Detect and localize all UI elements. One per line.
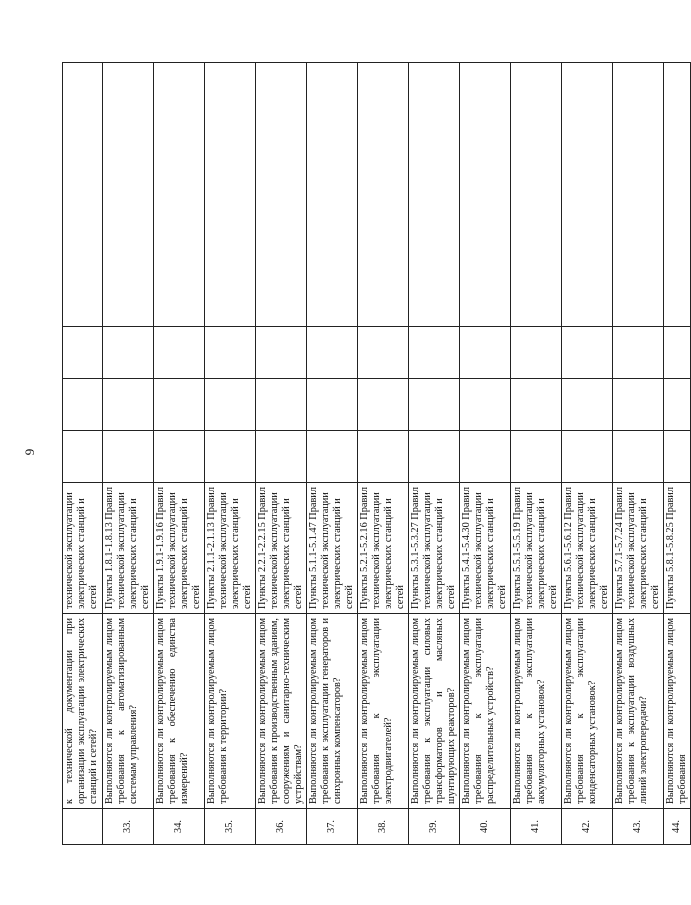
- requirement-question: Выполняются ли контролируемым лицом требования к эксплуатации аккумуляторных установок?: [511, 614, 562, 809]
- answer-na-cell: [358, 327, 409, 379]
- answer-na-cell: [664, 327, 691, 379]
- note-cell: [205, 63, 256, 327]
- answer-na-cell: [154, 327, 205, 379]
- row-number: [63, 809, 103, 845]
- answer-yes-cell: [307, 431, 358, 483]
- row-number: 33.: [103, 809, 154, 845]
- regulation-reference: Пункты 1.9.1-1.9.16 Правил технической эксплуатации электрических станций и сетей: [154, 483, 205, 614]
- regulation-reference: Пункты 1.8.1-1.8.13 Правил технической эксплуатации электрических станций и сетей: [103, 483, 154, 614]
- answer-yes-cell: [205, 431, 256, 483]
- table-row: [511, 63, 562, 845]
- answer-na-cell: [103, 327, 154, 379]
- row-number: 40.: [460, 809, 511, 845]
- note-cell: [256, 63, 307, 327]
- answer-na-cell: [460, 327, 511, 379]
- regulation-reference: Пункты 2.1.1-2.1.13 Правил технической эксплуатации электрических станций и сетей: [205, 483, 256, 614]
- table-row: [664, 63, 691, 845]
- answer-na-cell: [409, 327, 460, 379]
- table-row: [307, 63, 358, 845]
- requirement-question: Выполняются ли контролируемым лицом требования к производственным зданиям, сооружениям и санитарно-техническим устройствам?: [256, 614, 307, 809]
- answer-no-cell: [664, 379, 691, 431]
- requirement-question: Выполняются ли контролируемым лицом требования к эксплуатации конденсаторных установок?: [562, 614, 613, 809]
- requirement-question: Выполняются ли контролируемым лицом требования к эксплуатации электродвигателей?: [358, 614, 409, 809]
- table-row: [205, 63, 256, 845]
- answer-yes-cell: [63, 431, 103, 483]
- answer-no-cell: [307, 379, 358, 431]
- answer-na-cell: [562, 327, 613, 379]
- answer-yes-cell: [460, 431, 511, 483]
- table-row: [358, 63, 409, 845]
- requirement-question: Выполняются ли контролируемым лицом требования: [664, 614, 691, 809]
- answer-no-cell: [358, 379, 409, 431]
- note-cell: [511, 63, 562, 327]
- answer-no-cell: [511, 379, 562, 431]
- answer-no-cell: [256, 379, 307, 431]
- table-row: [460, 63, 511, 845]
- table-row: [613, 63, 664, 845]
- answer-yes-cell: [562, 431, 613, 483]
- answer-no-cell: [103, 379, 154, 431]
- answer-no-cell: [409, 379, 460, 431]
- row-number: 41.: [511, 809, 562, 845]
- answer-na-cell: [256, 327, 307, 379]
- note-cell: [358, 63, 409, 327]
- row-number: 42.: [562, 809, 613, 845]
- answer-no-cell: [205, 379, 256, 431]
- answer-no-cell: [562, 379, 613, 431]
- row-number: 43.: [613, 809, 664, 845]
- table-row: [154, 63, 205, 845]
- answer-yes-cell: [511, 431, 562, 483]
- answer-na-cell: [63, 327, 103, 379]
- regulation-reference: Пункты 5.3.1-5.3.27 Правил технической эксплуатации электрических станций и сетей: [409, 483, 460, 614]
- requirement-question: Выполняются ли контролируемым лицом требования к эксплуатации воздушных линий электропередачи?: [613, 614, 664, 809]
- answer-yes-cell: [256, 431, 307, 483]
- answer-yes-cell: [409, 431, 460, 483]
- table-row: [103, 63, 154, 845]
- requirement-question: Выполняются ли контролируемым лицом требования к обеспечению единства измерений?: [154, 614, 205, 809]
- requirement-question: Выполняются ли контролируемым лицом требования к автоматизированным системам управления?: [103, 614, 154, 809]
- note-cell: [409, 63, 460, 327]
- page-number: 9: [22, 448, 37, 456]
- table-row: [409, 63, 460, 845]
- answer-na-cell: [613, 327, 664, 379]
- row-number: 44.: [664, 809, 691, 845]
- checklist-table: [62, 62, 691, 845]
- row-number: 39.: [409, 809, 460, 845]
- requirement-question: Выполняются ли контролируемым лицом требования к эксплуатации распределительных устройств?: [460, 614, 511, 809]
- regulation-reference: Пункты 5.4.1-5.4.30 Правил технической эксплуатации электрических станций и сетей: [460, 483, 511, 614]
- answer-yes-cell: [358, 431, 409, 483]
- answer-no-cell: [154, 379, 205, 431]
- row-number: 38.: [358, 809, 409, 845]
- regulation-reference: Пункты 5.6.1-5.6.12 Правил технической эксплуатации электрических станций и сетей: [562, 483, 613, 614]
- requirement-question: Выполняются ли контролируемым лицом требования к территории?: [205, 614, 256, 809]
- answer-no-cell: [613, 379, 664, 431]
- regulation-reference: Пункты 2.2.1-2.2.15 Правил технической эксплуатации электрических станций и сетей: [256, 483, 307, 614]
- table-row: [562, 63, 613, 845]
- answer-no-cell: [460, 379, 511, 431]
- regulation-reference: Пункты 5.7.1-5.7.24 Правил технической эксплуатации электрических станций и сетей: [613, 483, 664, 614]
- requirement-question: Выполняются ли контролируемым лицом требования к эксплуатации силовых трансформаторов и масляных шунтирующих реакторов?: [409, 614, 460, 809]
- regulation-reference: Пункты 5.5.1-5.5.19 Правил технической эксплуатации электрических станций и сетей: [511, 483, 562, 614]
- answer-yes-cell: [664, 431, 691, 483]
- note-cell: [562, 63, 613, 327]
- note-cell: [460, 63, 511, 327]
- answer-yes-cell: [103, 431, 154, 483]
- requirement-question: к технической документации при организации эксплуатации электрических станций и сетей?: [63, 614, 103, 809]
- note-cell: [613, 63, 664, 327]
- table-row: [256, 63, 307, 845]
- note-cell: [664, 63, 691, 327]
- note-cell: [307, 63, 358, 327]
- table-body: [63, 63, 691, 845]
- table-row: [63, 63, 103, 845]
- regulation-reference: Пункты 5.2.1-5.2.16 Правил технической эксплуатации электрических станций и сетей: [358, 483, 409, 614]
- note-cell: [103, 63, 154, 327]
- row-number: 36.: [256, 809, 307, 845]
- regulation-reference: Пункты 5.1.1-5.1.47 Правил технической эксплуатации электрических станций и сетей: [307, 483, 358, 614]
- answer-no-cell: [63, 379, 103, 431]
- row-number: 37.: [307, 809, 358, 845]
- row-number: 35.: [205, 809, 256, 845]
- answer-na-cell: [205, 327, 256, 379]
- regulation-reference: Пункты 5.8.1-5.8.25 Правил: [664, 483, 691, 614]
- note-cell: [154, 63, 205, 327]
- regulation-reference: технической эксплуатации электрических станций и сетей: [63, 483, 103, 614]
- requirement-question: Выполняются ли контролируемым лицом требования к эксплуатации генераторов и синхронных компенсаторов?: [307, 614, 358, 809]
- row-number: 34.: [154, 809, 205, 845]
- answer-yes-cell: [613, 431, 664, 483]
- note-cell: [63, 63, 103, 327]
- answer-yes-cell: [154, 431, 205, 483]
- answer-na-cell: [307, 327, 358, 379]
- answer-na-cell: [511, 327, 562, 379]
